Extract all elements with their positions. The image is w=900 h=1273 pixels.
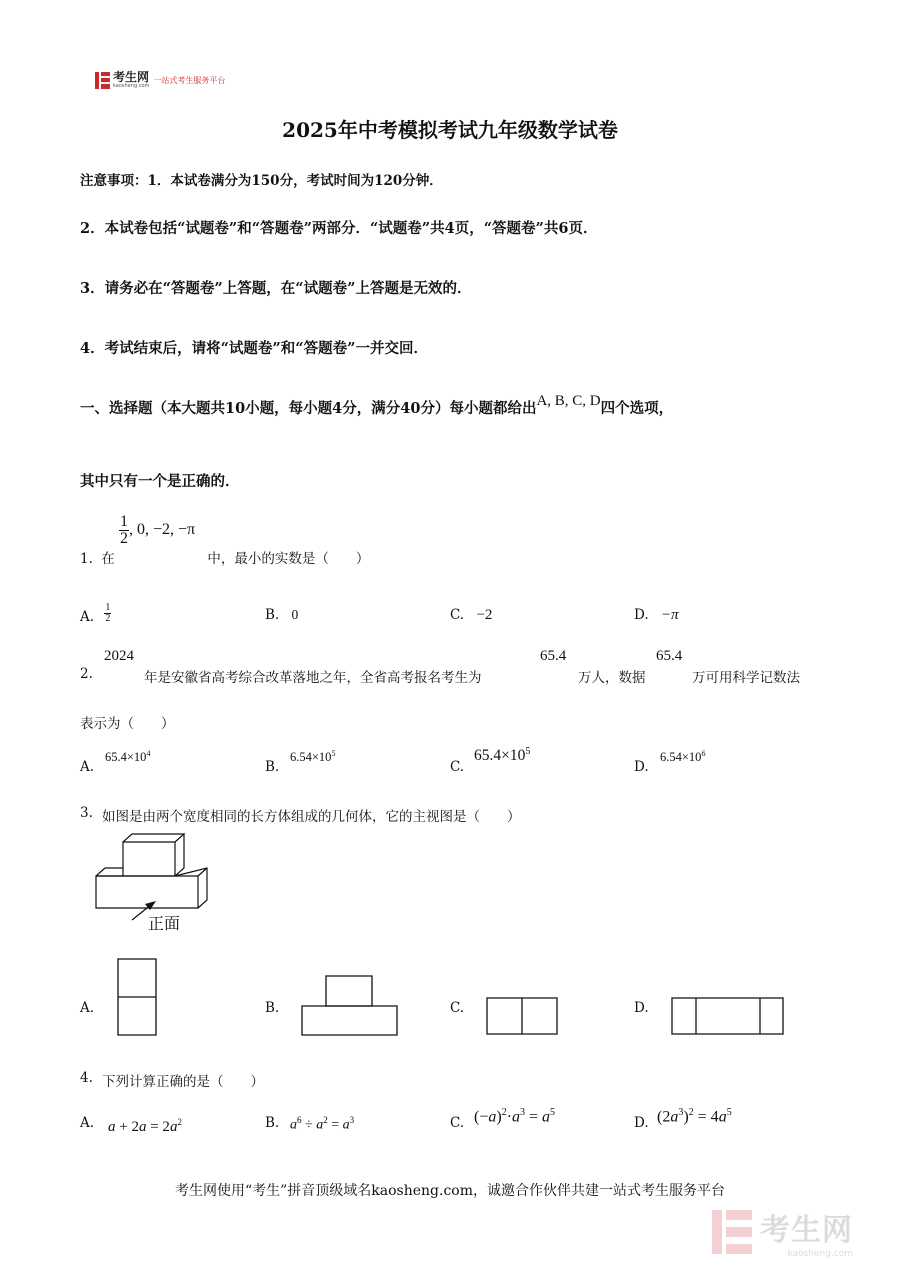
section-heading [80, 393, 674, 418]
watermark-domain: kaosheng.com [787, 1249, 853, 1259]
page-title: 2025年中考模拟考试九年级数学试卷 [282, 118, 618, 142]
q1-option-c-value: −2 [476, 607, 493, 623]
q3-option-b-label[interactable]: B. [265, 1000, 280, 1016]
q3-option-a-label[interactable]: A. [80, 1000, 95, 1016]
q1-option-a-den: 2 [105, 613, 111, 624]
section-heading-part1: 一、选择题（本大题共10小题，每小题4分，满分40分）每小题都给出 [80, 400, 537, 417]
logo-slogan: 一站式考生服务平台 [153, 76, 226, 85]
note-line-3: 3．请务必在“答题卷”上答题，在“试题卷”上答题是无效的． [80, 280, 472, 297]
q2-option-a-exp: 4 [146, 749, 151, 758]
q2-option-c-label[interactable]: C. [450, 759, 465, 775]
q3-option-a-figure[interactable] [117, 958, 159, 1038]
site-logo[interactable] [95, 72, 225, 89]
q4-option-b-expr[interactable]: $a^6 \div a^2 = a^3$ [290, 1115, 355, 1133]
section-heading-line2: 其中只有一个是正确的． [80, 473, 240, 490]
q1-post: 中，最小的实数是（ ） [207, 551, 370, 568]
q4-number: 4. [80, 1070, 93, 1086]
q1-list: , 0, −2, −π [128, 521, 196, 539]
q4-option-a-expr[interactable]: $a + 2a = 2a^2$ [108, 1117, 182, 1135]
watermark-text: 考生网 [760, 1213, 853, 1248]
logo-domain: kaosheng.com [113, 83, 150, 89]
q2-value-1: 65.4 [540, 648, 567, 664]
section-heading-part2: 四个选项， [600, 400, 674, 417]
q2-option-d-label[interactable]: D. [634, 759, 649, 775]
q2-value-2: 65.4 [656, 648, 683, 664]
q3-solid-figure [90, 832, 215, 922]
watermark [712, 1205, 853, 1259]
q2-option-c-base: 65.4×10 [474, 747, 526, 765]
note-line-1: 注意事项：1．本试卷满分为150分，考试时间为120分钟． [80, 173, 443, 189]
q1-pre: 在 [101, 551, 115, 568]
q2-option-b-base: 6.54×10 [290, 750, 332, 765]
q1-option-c[interactable] [450, 607, 492, 624]
logo-name: 考生网 [113, 70, 150, 84]
q1-option-b-value: 0 [291, 607, 299, 622]
q3-option-c-label[interactable]: C. [450, 1000, 465, 1016]
q3-text: 如图是由两个宽度相同的长方体组成的几何体，它的主视图是（ ） [102, 809, 521, 825]
q1-frac-numerator: 1 [119, 513, 128, 530]
q2-text-1: 年是安徽省高考综合改革落地之年，全省高考报名考生为 [144, 670, 482, 686]
q2-option-a-label[interactable]: A. [80, 759, 95, 775]
q3-number: 3. [80, 805, 93, 821]
q4-option-c-expr[interactable]: $(-a)^2\cdot a^3 = a^5$ [474, 1107, 556, 1126]
q4-option-c-label[interactable]: C. [450, 1115, 465, 1131]
q1-option-b[interactable] [265, 607, 298, 623]
q1-number: 1. [80, 551, 93, 568]
watermark-logo-icon [712, 1210, 752, 1254]
q3-option-d-figure[interactable] [670, 996, 786, 1038]
q3-option-b-figure[interactable] [300, 975, 400, 1037]
q4-option-d-label[interactable]: D. [634, 1115, 649, 1131]
q1-option-b-label: B. [265, 607, 280, 623]
q1-frac-denominator: 2 [119, 530, 128, 547]
q3-option-c-figure[interactable] [485, 996, 560, 1038]
q2-option-d-value[interactable] [660, 749, 705, 765]
q2-number: 2. [80, 666, 93, 682]
q1-option-d-label: D. [634, 607, 649, 623]
q2-option-a-base: 65.4×10 [105, 750, 147, 765]
page-footer: 考生网使用“考生”拼音顶级域名kaosheng.com，诚邀合作伙伴共建一站式考生服务平台 [174, 1183, 726, 1199]
q2-text-2: 万人，数据 [578, 670, 646, 686]
q4-option-a-label[interactable]: A. [80, 1115, 95, 1131]
q1-option-a-num: 1 [105, 602, 111, 613]
q2-option-d-exp: 6 [701, 749, 706, 758]
q4-option-d-expr[interactable]: $(2a^3)^2 = 4a^5$ [657, 1107, 732, 1126]
note-line-2: 2．本试卷包括“试题卷”和“答题卷”两部分．“试题卷”共4页，“答题卷”共6页． [80, 220, 598, 237]
q2-year: 2024 [104, 648, 134, 664]
q2-option-b-value[interactable] [290, 749, 335, 765]
q2-option-a-value[interactable] [105, 749, 150, 765]
q1-option-d-value: −π [660, 607, 679, 623]
q2-line-2: 表示为（ ） [80, 716, 175, 732]
logo-mark-icon [95, 72, 110, 89]
q3-option-d-label[interactable]: D. [634, 1000, 649, 1016]
q2-option-c-exp: 5 [525, 746, 531, 757]
q1-option-a[interactable] [80, 602, 111, 628]
section-options-math: A, B, C, D [536, 393, 601, 409]
q2-text-3: 万可用科学记数法 [692, 670, 800, 686]
q4-text: 下列计算正确的是（ ） [102, 1074, 264, 1090]
q1-option-a-label: A. [80, 609, 95, 625]
q1-option-d[interactable] [634, 607, 679, 624]
q3-front-label: 正面 [148, 914, 181, 933]
q1-number-list [119, 514, 195, 547]
q1-option-c-label: C. [450, 607, 465, 623]
note-line-4: 4．考试结束后，请将“试题卷”和“答题卷”一并交回． [80, 340, 428, 357]
question-1 [80, 510, 370, 568]
q2-option-c-value[interactable] [474, 746, 530, 765]
q2-option-d-base: 6.54×10 [660, 750, 702, 765]
q4-option-b-label[interactable]: B. [265, 1115, 280, 1131]
q2-option-b-label[interactable]: B. [265, 759, 280, 775]
q2-option-b-exp: 5 [331, 749, 336, 758]
